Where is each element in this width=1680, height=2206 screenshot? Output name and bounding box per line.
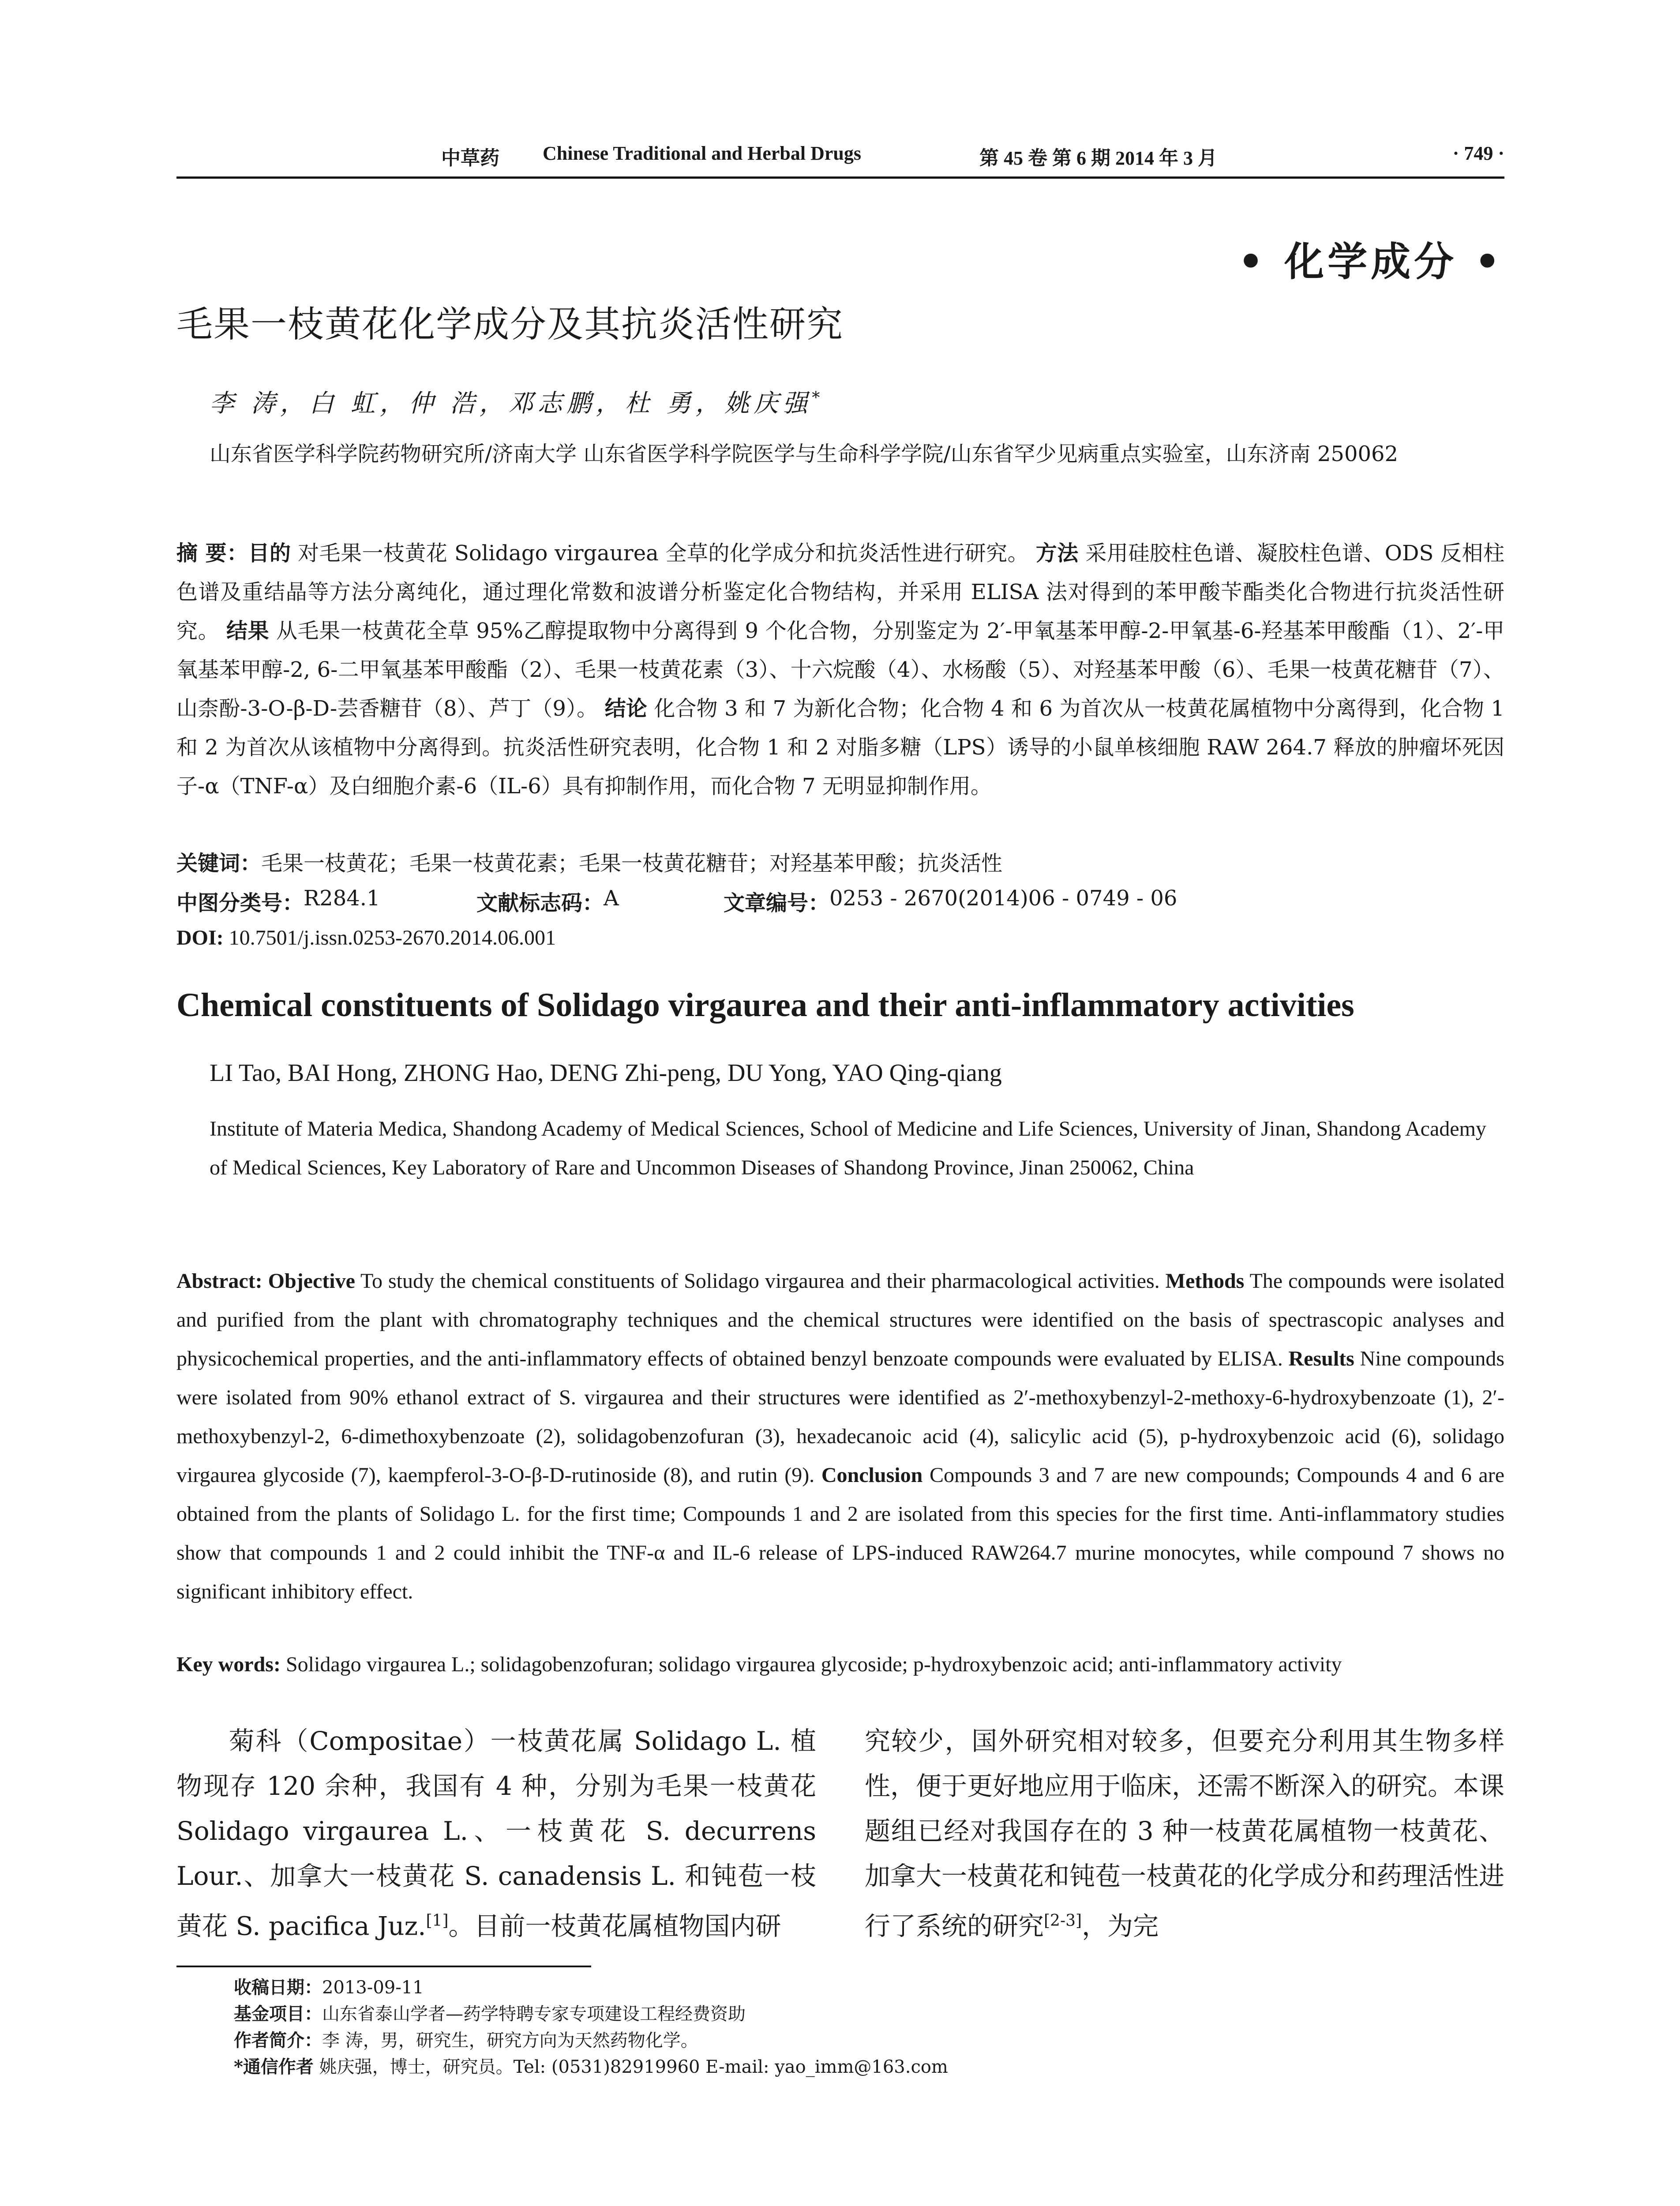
footnote-author-label: 作者简介： bbox=[234, 2030, 322, 2051]
keywords-cn-text: 毛果一枝黄花；毛果一枝黄花素；毛果一枝黄花糖苷；对羟基苯甲酸；抗炎活性 bbox=[261, 851, 1003, 876]
footnote-fund bbox=[234, 2001, 948, 2027]
abstract-en-methods-label: Methods bbox=[1165, 1269, 1245, 1293]
doi-label: DOI: bbox=[176, 926, 224, 949]
running-header bbox=[176, 142, 1504, 173]
keywords-cn-label: 关键词： bbox=[176, 851, 262, 876]
authors-cn-names: 李 涛，白 虹，仲 浩，邓志鹏，杜 勇，姚庆强 bbox=[210, 389, 812, 418]
abstract-cn-results-label: 结果 bbox=[226, 619, 270, 643]
body-column-left bbox=[176, 1718, 816, 1948]
abstract-cn-results: 从毛果一枝黄花全草 95%乙醇提取物中分离得到 9 个化合物，分别鉴定为 2′-甲氧基苯甲醇-2-甲氧基-6-羟基苯甲酸酯（1）、2′-甲氧基苯甲醇-2, 6-二甲氧基苯甲酸酯（2）、毛果一枝黄花素（3）、十六烷酸（4）、水杨酸（5）、对羟基苯甲酸（6）、毛果一枝黄花糖苷（7）、山柰酚-3-O-β-D-芸香糖苷（8）、芦丁（9）。 bbox=[176, 619, 1504, 721]
issue-info: 第 45 卷 第 6 期 2014 年 3 月 bbox=[979, 147, 1217, 169]
affiliation-cn: 山东省医学科学院药物研究所/济南大学 山东省医学科学院医学与生命科学学院/山东省罕少见病重点实验室，山东济南 250062 bbox=[210, 442, 1399, 466]
clc-code: R284.1 bbox=[304, 886, 380, 911]
section-tag: • 化学成分 • bbox=[1238, 239, 1504, 285]
footnote-received-value: 2013-09-11 bbox=[322, 1977, 424, 1998]
footnote-corresponding bbox=[234, 2054, 948, 2080]
doc-code: A bbox=[604, 886, 619, 911]
abstract-cn-methods-label: 方法 bbox=[1035, 541, 1079, 566]
footnote-received bbox=[234, 1974, 948, 2001]
classification-line bbox=[176, 886, 1504, 917]
footnote-author bbox=[234, 2027, 948, 2054]
journal-name-en: Chinese Traditional and Herbal Drugs bbox=[543, 143, 862, 164]
authors-cn bbox=[210, 384, 824, 419]
page-number: · 749 · bbox=[1452, 143, 1504, 164]
footnotes bbox=[234, 1974, 948, 2080]
header-rule bbox=[176, 176, 1504, 179]
abstract-cn-conclusion: 化合物 3 和 7 为新化合物；化合物 4 和 6 为首次从一枝黄花属植物中分离得到，化合物 1 和 2 为首次从该植物中分离得到。抗炎活性研究表明，化合物 1 和 2 对脂多糖（LPS）诱导的小鼠单核细胞 RAW 264.7 释放的肿瘤坏死因子-α（TNF-α）及白细胞介素-6（IL-6）具有抑制作用，而化合物 7 无明显抑制作用。 bbox=[176, 696, 1504, 799]
doc-code-label: 文献标志码： bbox=[476, 891, 604, 915]
footnote-fund-label: 基金项目： bbox=[234, 2003, 322, 2024]
abstract-en-objective-label: Objective bbox=[268, 1269, 355, 1293]
abstract-en-conclusion: Compounds 3 and 7 are new compounds; Compounds 4 and 6 are obtained from the plants of Solidago L. for the first time; Compounds 1 and 2 are isolated from this species for the first time. Anti-inflammatory studies show that compounds 1 and 2 could inhibit the TNF-α and IL-6 release of LPS-induced RAW264.7 murine monocytes, while compound 7 shows no significant inhibitory effect. bbox=[176, 1463, 1504, 1603]
abstract-en bbox=[176, 1262, 1504, 1611]
body-right-text: 究较少，国外研究相对较多，但要充分利用其生物多样性，便于更好地应用于临床，还需不断深入的研究。本课题组已经对我国存在的 3 种一枝黄花属植物一枝黄花、加拿大一枝黄花和钝苞一枝黄花的化学成分和药理活性进行了系统的研究 bbox=[865, 1726, 1505, 1941]
title-en: Chemical constituents of Solidago virgaurea and their anti-inflammatory activities bbox=[176, 987, 1354, 1024]
body-right-tail: ，为完 bbox=[1082, 1911, 1159, 1941]
footnote-rule bbox=[176, 1966, 591, 1967]
abstract-en-objective: To study the chemical constituents of Solidago virgaurea and their pharmacological activities. bbox=[360, 1269, 1160, 1293]
footnote-corr-label: *通信作者 bbox=[234, 2056, 314, 2077]
footnote-received-label: 收稿日期： bbox=[234, 1977, 322, 1998]
abstract-en-results-label: Results bbox=[1288, 1347, 1354, 1370]
doi-line bbox=[176, 926, 556, 950]
abstract-en-conclusion-label: Conclusion bbox=[821, 1463, 923, 1487]
body-left-tail: 。目前一枝黄花属植物国内研 bbox=[448, 1911, 781, 1941]
abstract-en-label: Abstract: bbox=[176, 1269, 262, 1293]
citation-2-3[interactable]: [2-3] bbox=[1044, 1912, 1082, 1930]
footnote-author-value: 李 涛，男，研究生，研究方向为天然药物化学。 bbox=[322, 2030, 698, 2051]
abstract-en-results: Nine compounds were isolated from 90% ethanol extract of S. virgaurea and their structures were identified as 2′-methoxybenzyl-2-methoxy-6-hydroxybenzoate (1), 2′-methoxybenzyl-2, 6-dimethoxybenzoate (2), solidagobenzofuran (3), hexadecanoic acid (4), salicylic acid (5), p-hydroxybenzoic acid (6), solidago virgaurea glycoside (7), kaempferol-3-O-β-D-rutinoside (8), and rutin (9). bbox=[176, 1347, 1505, 1487]
authors-en: LI Tao, BAI Hong, ZHONG Hao, DENG Zhi-peng, DU Yong, YAO Qing-qiang bbox=[210, 1059, 1002, 1087]
abstract-cn bbox=[176, 534, 1504, 806]
footnote-corr-value: 姚庆强，博士，研究员。Tel: (0531)82919960 E-mail: yao_imm@163.com bbox=[319, 2057, 948, 2077]
abstract-cn-label: 摘 要： bbox=[176, 541, 248, 566]
abstract-en-methods: The compounds were isolated and purified from the plant with chromatography techniques and the chemical structures were identified on the basis of spectrascopic analyses and physicochemical properties, and the anti-inflammatory effects of obtained benzyl benzoate compounds were evaluated by ELISA. bbox=[176, 1269, 1505, 1370]
doi-value[interactable]: 10.7501/j.issn.0253-2670.2014.06.001 bbox=[229, 926, 556, 949]
citation-1[interactable]: [1] bbox=[426, 1912, 449, 1930]
body-left-text: 菊科（Compositae）一枝黄花属 Solidago L. 植物现存 120 余种，我国有 4 种，分别为毛果一枝黄花 Solidago virgaurea L.、一枝黄花 S. decurrens Lour.、加拿大一枝黄花 S. canadensis L. 和钝苞一枝黄花 S. pacifica Juz. bbox=[176, 1726, 816, 1941]
affiliation-en: Institute of Materia Medica, Shandong Academy of Medical Sciences, School of Medicine and Life Sciences, University of Jinan, Shandong Academy of Medical Sciences, Key Laboratory of Rare and Uncommon Diseases of Shandong Province, Jinan 250062, China bbox=[210, 1117, 1486, 1179]
abstract-cn-objective-label: 目的 bbox=[248, 541, 291, 566]
corresponding-mark: * bbox=[812, 389, 825, 407]
clc-label: 中图分类号： bbox=[176, 891, 304, 915]
abstract-cn-conclusion-label: 结论 bbox=[604, 696, 647, 721]
footnote-fund-value: 山东省泰山学者—药学特聘专家专项建设工程经费资助 bbox=[322, 2004, 746, 2024]
journal-name-cn: 中草药 bbox=[441, 147, 499, 169]
abstract-cn-objective: 对毛果一枝黄花 Solidago virgaurea 全草的化学成分和抗炎活性进行研究。 bbox=[298, 541, 1029, 566]
title-cn: 毛果一枝黄花化学成分及其抗炎活性研究 bbox=[176, 304, 844, 345]
body-column-right bbox=[865, 1718, 1504, 1948]
keywords-en-label: Key words: bbox=[176, 1653, 281, 1676]
article-number-label: 文章编号： bbox=[724, 891, 830, 915]
article-number: 0253 - 2670(2014)06 - 0749 - 06 bbox=[829, 886, 1178, 911]
abstract-cn-methods: 采用硅胶柱色谱、凝胶柱色谱、ODS 反相柱色谱及重结晶等方法分离纯化，通过理化常数和波谱分析鉴定化合物结构，并采用 ELISA 法对得到的苯甲酸苄酯类化合物进行抗炎活性研究。 bbox=[176, 541, 1505, 643]
keywords-cn bbox=[176, 846, 1002, 877]
keywords-en-text: Solidago virgaurea L.; solidagobenzofuran; solidago virgaurea glycoside; p-hydroxybenzoic acid; anti-inflammatory activity bbox=[285, 1653, 1342, 1676]
keywords-en bbox=[176, 1652, 1504, 1677]
